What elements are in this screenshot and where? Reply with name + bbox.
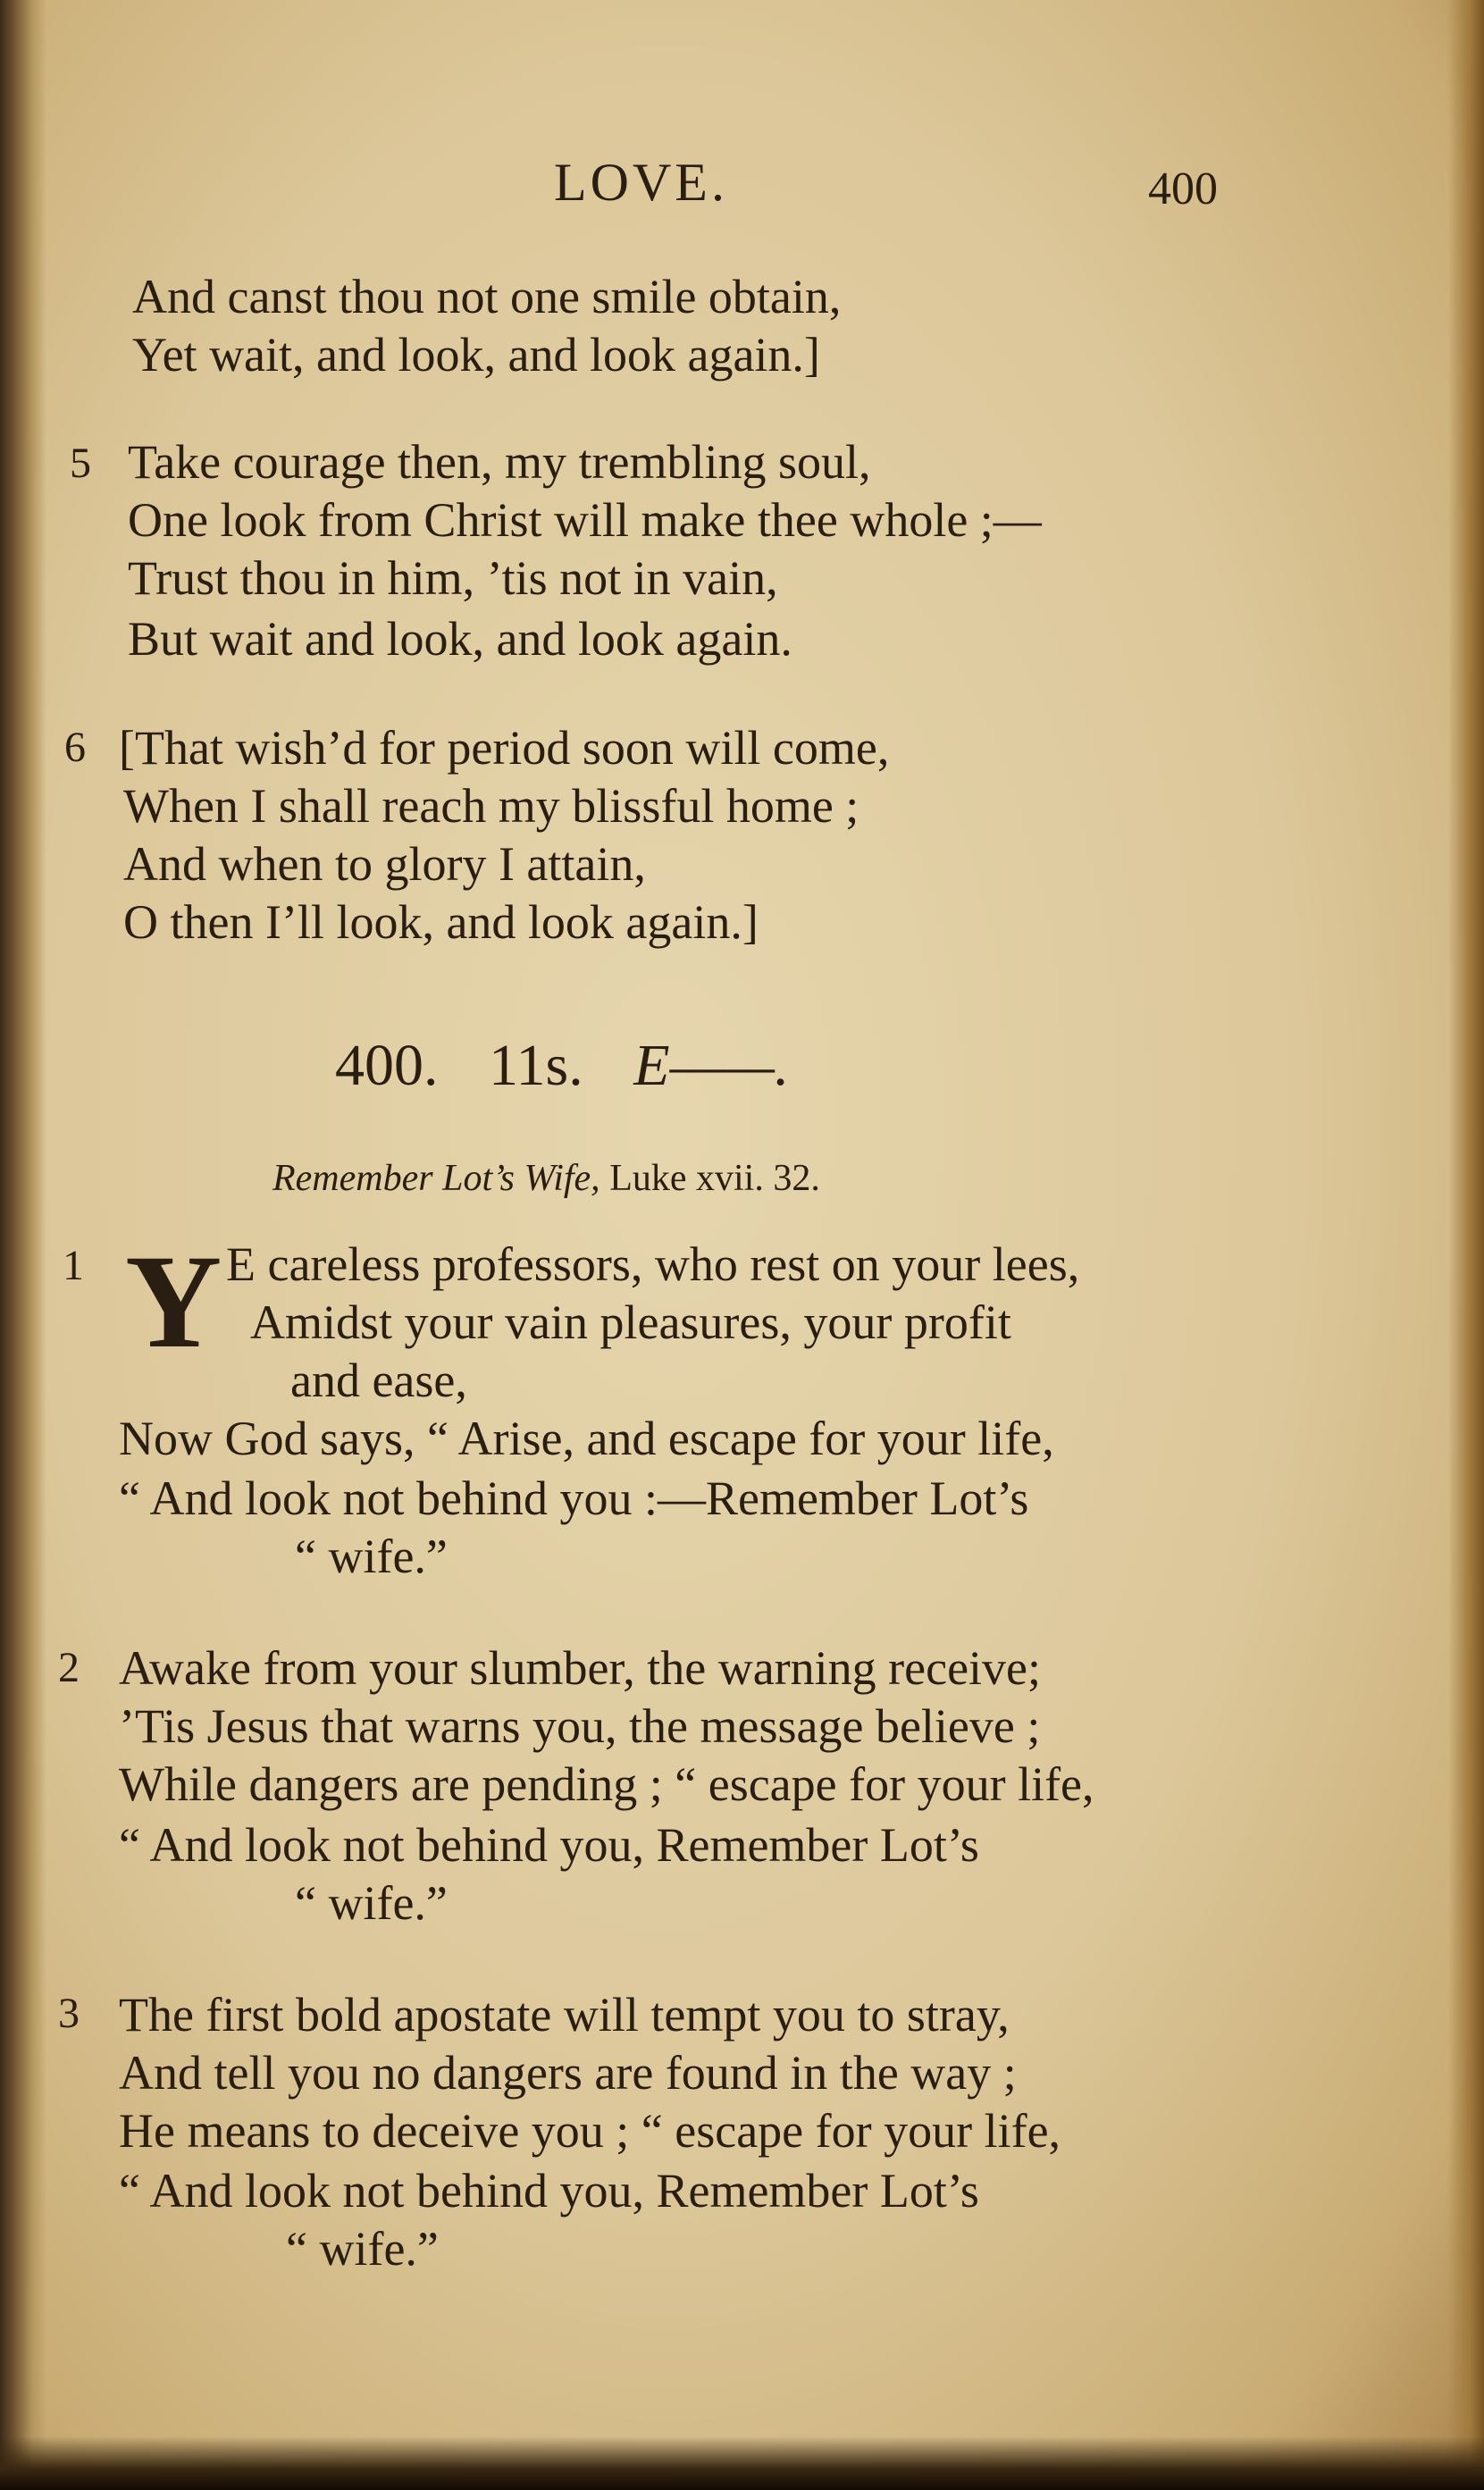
verse-line: And tell you no dangers are found in the way ; — [119, 2046, 1017, 2100]
hymn-number: 400. — [335, 1033, 439, 1098]
verse-line: Yet wait, and look, and look again.] — [132, 328, 820, 381]
stanza-number: 2 — [58, 1644, 80, 1691]
stanza-number: 5 — [70, 440, 91, 487]
verse-line: Awake from your slumber, the warning receive; — [119, 1641, 1042, 1695]
stanza-number: 3 — [58, 1990, 80, 2037]
hymn-heading — [335, 1033, 790, 1098]
hymn-subtitle — [272, 1160, 820, 1197]
scripture-reference: Luke xvii. 32. — [609, 1158, 820, 1199]
page-gutter-shadow — [0, 0, 46, 2490]
verse-line: The first bold apostate will tempt you to stray, — [119, 1988, 1010, 2041]
verse-line: He means to deceive you ; “ escape for your life, — [119, 2104, 1061, 2158]
verse-line: Amidst your vain pleasures, your profit — [250, 1295, 1011, 1349]
verse-line: Take courage then, my trembling soul, — [128, 435, 871, 489]
verse-line: “ And look not behind you :—Remember Lot’s — [119, 1471, 1029, 1525]
stanza-number: 6 — [64, 724, 86, 771]
verse-line: “ wife.” — [295, 1530, 448, 1583]
verse-line: E careless professors, who rest on your lees, — [226, 1237, 1080, 1291]
verse-line: And when to glory I attain, — [123, 837, 646, 891]
page-edge-right — [1448, 0, 1484, 2490]
page-number: 400 — [1148, 163, 1218, 214]
running-header-title: LOVE. — [554, 153, 728, 212]
drop-cap: Y — [125, 1228, 222, 1376]
verse-line: and ease, — [290, 1354, 467, 1407]
hymn-meter: 11s. — [489, 1033, 583, 1098]
verse-line: Trust thou in him, ’tis not in vain, — [128, 551, 778, 605]
verse-line: “ And look not behind you, Remember Lot’s — [119, 2164, 979, 2218]
verse-line: O then I’ll look, and look again.] — [123, 895, 759, 949]
verse-line: And canst thou not one smile obtain, — [132, 270, 842, 323]
verse-line: When I shall reach my blissful home ; — [123, 779, 859, 833]
verse-line: “ And look not behind you, Remember Lot’s — [119, 1818, 979, 1872]
hymn-key: E——. — [633, 1033, 790, 1098]
verse-line: “ wife.” — [295, 1876, 448, 1930]
verse-line: “ wife.” — [286, 2222, 439, 2276]
verse-line: But wait and look, and look again. — [128, 612, 792, 666]
verse-line: [That wish’d for period soon will come, — [119, 721, 890, 775]
page-edge-bottom — [0, 2436, 1484, 2490]
verse-line: While dangers are pending ; “ escape for your life, — [119, 1757, 1094, 1811]
verse-line: ’Tis Jesus that warns you, the message believe ; — [119, 1699, 1041, 1753]
verse-line: One look from Christ will make thee whole ;— — [128, 493, 1042, 547]
stanza-number: 1 — [63, 1242, 84, 1289]
verse-line: Now God says, “ Arise, and escape for your life, — [119, 1412, 1054, 1465]
hymn-subtitle-text: Remember Lot’s Wife, — [272, 1158, 600, 1199]
